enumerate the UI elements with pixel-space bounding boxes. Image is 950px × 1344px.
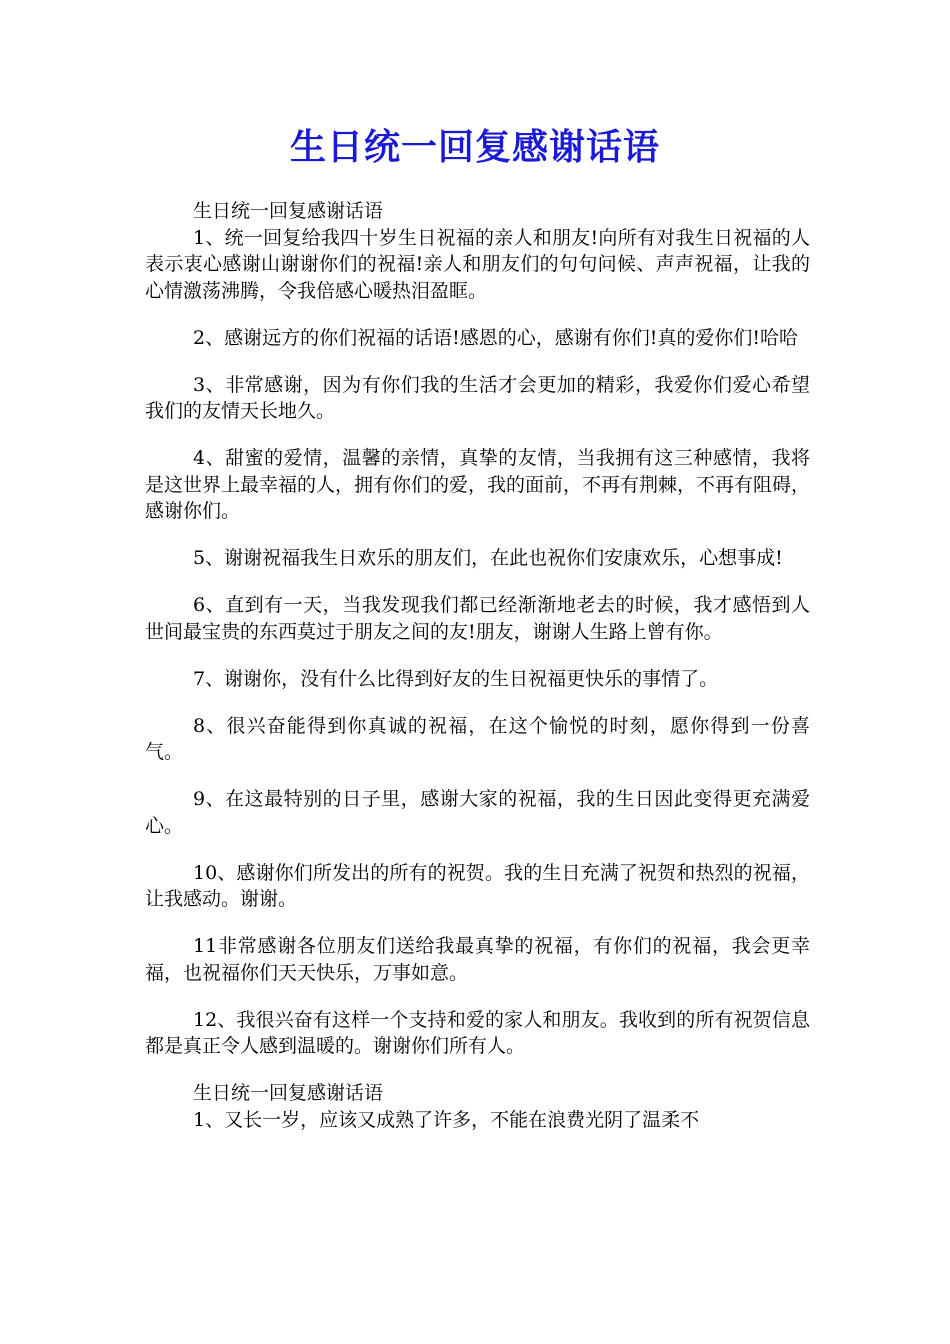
- document-title: 生日统一回复感谢话语: [289, 126, 660, 168]
- paragraph: 7、谢谢你，没有什么比得到好友的生日祝福更快乐的事情了。: [193, 667, 719, 690]
- paragraph: 11非常感谢各位朋友们送给我最真挚的祝福，有你们的祝福，我会更幸福，也祝福你们天天快乐，万事如意。: [145, 935, 810, 984]
- paragraph: 3、非常感谢，因为有你们我的生活才会更加的精彩，我爱你们爱心希望我们的友情天长地久。: [145, 373, 810, 422]
- section-heading: 生日统一回复感谢话语: [193, 1082, 384, 1104]
- paragraph: 1、统一回复给我四十岁生日祝福的亲人和朋友!向所有对我生日祝福的人表示衷心感谢山谢谢你们的祝福!亲人和朋友们的句句问候、声声祝福，让我的心情激荡沸腾，令我倍感心暖热泪盈眶。: [145, 226, 810, 302]
- paragraph: 6、直到有一天，当我发现我们都已经渐渐地老去的时候，我才感悟到人世间最宝贵的东西莫过于朋友之间的友!朋友，谢谢人生路上曾有你。: [145, 594, 810, 643]
- paragraph: 10、感谢你们所发出的所有的祝贺。我的生日充满了祝贺和热烈的祝福，让我感动。谢谢。: [145, 861, 810, 910]
- paragraph: 4、甜蜜的爱情，温馨的亲情，真挚的友情，当我拥有这三种感情，我将是这世界上最幸福的人，拥有你们的爱，我的面前，不再有荆棘，不再有阻碍，感谢你们。: [145, 447, 811, 522]
- paragraph: 8、很兴奋能得到你真诚的祝福，在这个愉悦的时刻，愿你得到一份喜气。: [145, 714, 810, 763]
- paragraph: 9、在这最特别的日子里，感谢大家的祝福，我的生日因此变得更充满爱心。: [145, 788, 810, 837]
- paragraph: 2、感谢远方的你们祝福的话语!感恩的心，感谢有你们!真的爱你们!哈哈: [193, 326, 798, 349]
- section-heading: 生日统一回复感谢话语: [193, 200, 384, 222]
- paragraph: 1、又长一岁，应该又成熟了许多，不能在浪费光阴了温柔不: [193, 1108, 700, 1131]
- paragraph: 5、谢谢祝福我生日欢乐的朋友们，在此也祝你们安康欢乐，心想事成!: [193, 547, 783, 569]
- document-body: [145, 198, 810, 1133]
- paragraph: 12、我很兴奋有这样一个支持和爱的家人和朋友。我收到的所有祝贺信息都是真正令人感到温暖的。谢谢你们所有人。: [145, 1008, 810, 1057]
